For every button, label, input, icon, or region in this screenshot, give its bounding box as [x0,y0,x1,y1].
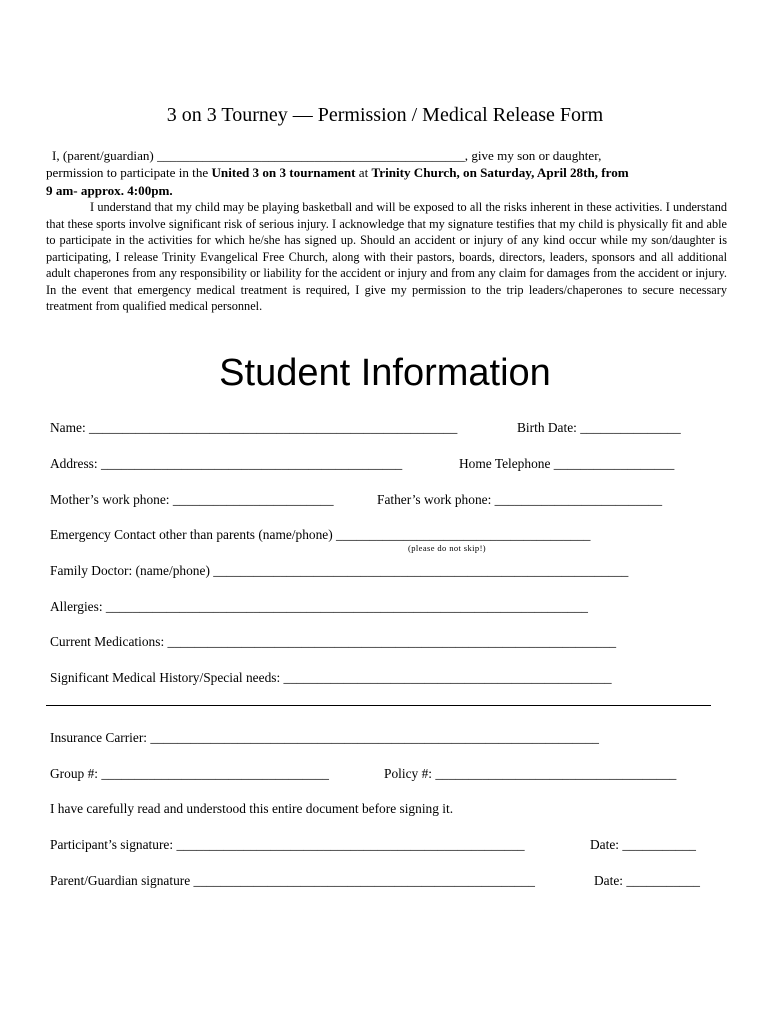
intro-line-2 [46,164,727,181]
address-field[interactable]: Address: _____________________________________________ [50,456,403,471]
intro-statement [46,147,727,199]
medications-field[interactable]: Current Medications: ___________________________________________________________________ [50,634,617,649]
allergies-field[interactable]: Allergies: ________________________________________________________________________ [50,599,588,614]
event-name: United 3 on 3 tournament [211,165,356,181]
emergency-contact-field[interactable]: Emergency Contact other than parents (name/phone) ______________________________________ [50,527,591,542]
guardian-signature-field[interactable]: Parent/Guardian signature ___________________________________________________ [50,873,535,888]
family-doctor-field[interactable]: Family Doctor: (name/phone) ______________________________________________________________ [50,563,629,578]
group-number-field[interactable]: Group #: __________________________________ [50,766,329,781]
medications-row [50,633,720,650]
intro-suffix: , give my son or daughter, [464,148,602,163]
birth-date-field[interactable]: Birth Date: _______________ [517,420,681,435]
form-title: 3 on 3 Tourney — Permission / Medical Release Form [166,104,604,126]
parent-phone-row [50,491,720,508]
family-doctor-row [50,562,720,579]
group-policy-row [50,765,720,782]
policy-number-label: Policy #: _____________________________ [384,766,630,781]
event-time: 9 am- approx. 4:00pm. [46,182,173,198]
mother-phone-field[interactable]: Mother’s work phone: ________________________ [50,492,334,507]
medical-history-row [50,669,720,686]
participant-date-field[interactable]: Date: ___________ [590,837,696,852]
medical-history-field[interactable]: Significant Medical History/Special needs: _________________________________________________ [50,670,612,685]
insurance-carrier-field[interactable]: Insurance Carrier: ___________________________________________________________________ [50,730,599,745]
acknowledgement-row [50,800,720,817]
participant-signature-row [50,836,720,853]
event-place-date: Trinity Church, on Saturday, April 28th, from [371,165,629,181]
intro-line2-b: at [355,165,372,181]
intro-line2-a: permission to participate in the [46,165,212,181]
parent-guardian-name-blank[interactable]: _______________________________________________ [157,148,465,163]
intro-prefix: I, (parent/guardian) [52,148,158,163]
home-telephone-field[interactable]: Home Telephone __________________ [459,456,675,471]
medical-history-extra-line[interactable] [46,705,711,706]
policy-number-field[interactable] [384,765,676,782]
acknowledgement-text: I have carefully read and understood this entire document before signing it. [50,801,454,816]
section-heading: Student Information [219,352,551,394]
emergency-hint: (please do not skip!) [408,543,487,553]
emergency-row [50,526,720,543]
allergies-row [50,598,720,615]
intro-line-1 [46,147,727,164]
guardian-date-field[interactable]: Date: ___________ [594,873,700,888]
policy-number-tail: _______ [629,766,677,781]
guardian-signature-row [50,872,720,889]
intro-line-3 [46,182,727,199]
father-phone-field[interactable]: Father’s work phone: _________________________ [377,492,663,507]
name-field[interactable]: Name: _______________________________________________________ [50,420,458,435]
address-row [50,455,720,472]
name-row [50,419,720,436]
insurance-row [50,729,720,746]
participant-signature-field[interactable]: Participant’s signature: ____________________________________________________ [50,837,525,852]
release-paragraph: I understand that my child may be playing basketball and will be exposed to all the risks inherent in these activities. I understand that these sports involve significant risk of serious injury. I acknowledge that my signature testifies that my child is physically fit and able to participate in the activities for which he/she has signed up. Should an accident or injury of any kind occur while my son/daughter is participating, I release Trinity Evangelical Free Church, along with their pastors, boards, directors, leaders, sponsors and all additional adult chaperones from any responsibility or liability for the accident or injury and from any claim for damages from the accident or injury. In the event that emergency medical treatment is required, I give my permission to the trip leaders/chaperones to secure necessary treatment from qualified medical personnel. [46,200,727,313]
